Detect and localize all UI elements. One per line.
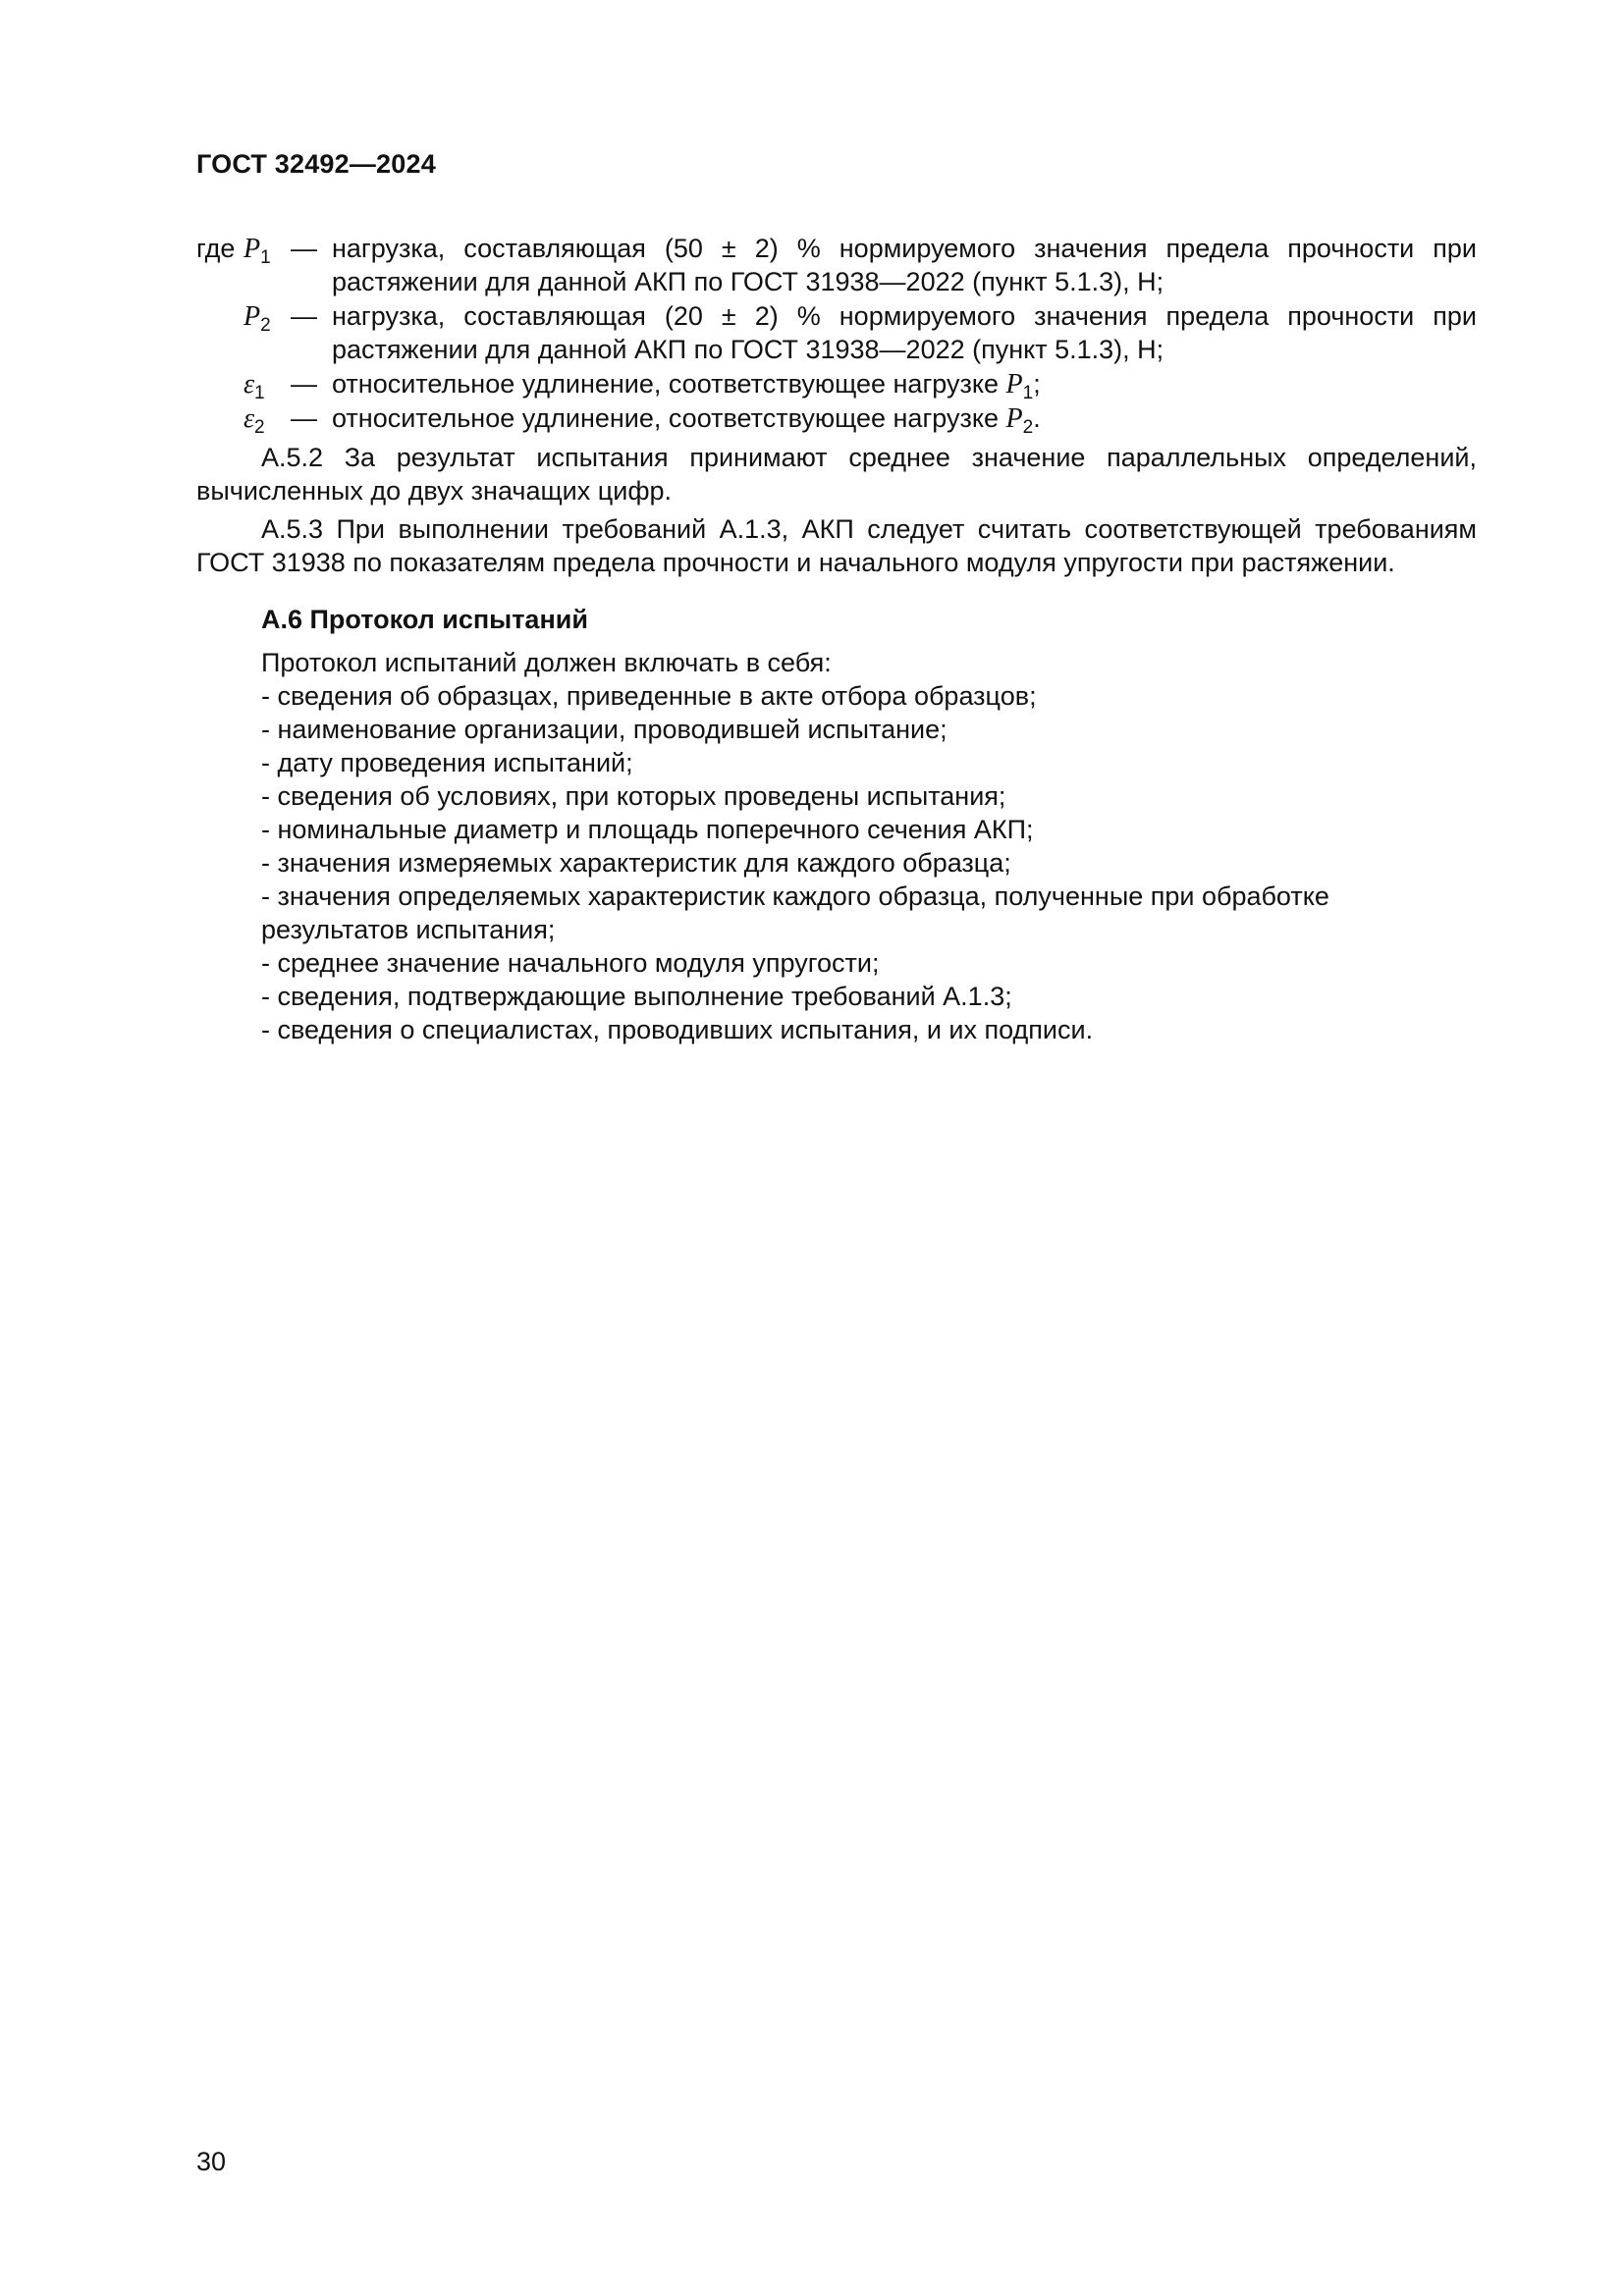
- protocol-item: - значения измеряемых характеристик для каждого образца;: [261, 848, 1011, 878]
- paragraph-a5-2: А.5.2 За результат испытания принимают среднее значение параллельных определений, вычисленных до двух значащих цифр.: [196, 443, 1477, 506]
- definition-symbol: $\varepsilon_2$: [244, 403, 265, 438]
- definition-row-p2: [196, 299, 1477, 367]
- document-header: [196, 147, 1477, 181]
- page-number: 30: [196, 2147, 227, 2176]
- definition-dash: —: [291, 301, 317, 331]
- protocol-item: - среднее значение начального модуля упругости;: [261, 948, 880, 978]
- definition-row-eps2: [196, 401, 1477, 436]
- definition-text: нагрузка, составляющая (50 ± 2) % нормируемого значения предела прочности при растяжении для данной АКП по ГОСТ 31938—2022 (пункт 5.1.3), Н;: [332, 234, 1477, 296]
- protocol-item: - значения определяемых характеристик каждого образца, полученные при обработке результатов испытания;: [261, 881, 1329, 944]
- protocol-item: - дату проведения испытаний;: [261, 748, 633, 777]
- paragraph-a5-3: А.5.3 При выполнении требований А.1.3, АКП следует считать соответствующей требованиям ГОСТ 31938 по показателям предела прочности и начального модуля упругости при растяжении.: [196, 514, 1477, 577]
- definition-text: относительное удлинение, соответствующее нагрузке $P_1$;: [332, 369, 1041, 403]
- definition-dash: —: [291, 234, 317, 263]
- protocol-item: - наименование организации, проводившей испытание;: [261, 715, 947, 744]
- definition-text: относительное удлинение, соответствующее нагрузке $P_2$.: [332, 403, 1041, 438]
- protocol-list: [196, 679, 1477, 1046]
- definition-row-eps1: [196, 367, 1477, 401]
- document-title: ГОСТ 32492—2024: [196, 149, 436, 179]
- definition-text: нагрузка, составляющая (20 ± 2) % нормируемого значения предела прочности при растяжении для данной АКП по ГОСТ 31938—2022 (пункт 5.1.3), Н;: [332, 301, 1477, 364]
- definition-symbol: $P_2$: [244, 301, 271, 336]
- definition-lead: где: [196, 234, 236, 263]
- definition-symbol: $P_1$: [244, 234, 271, 268]
- definition-row-p1: [196, 232, 1477, 299]
- definitions-list: [196, 232, 1477, 436]
- protocol-item: - сведения о специалистах, проводивших испытания, и их подписи.: [261, 1015, 1094, 1044]
- definition-dash: —: [291, 403, 317, 433]
- section-heading-a6: А.6 Протокол испытаний: [261, 605, 588, 634]
- protocol-item: - сведения, подтверждающие выполнение требований А.1.3;: [261, 982, 1012, 1011]
- definition-symbol: $\varepsilon_1$: [244, 369, 265, 403]
- protocol-item: - сведения об условиях, при которых проведены испытания;: [261, 781, 1006, 811]
- protocol-item: - номинальные диаметр и площадь поперечного сечения АКП;: [261, 815, 1034, 844]
- definition-dash: —: [291, 369, 317, 399]
- protocol-item: - сведения об образцах, приведенные в акте отбора образцов;: [261, 681, 1037, 711]
- section-intro: Протокол испытаний должен включать в себя:: [261, 648, 832, 677]
